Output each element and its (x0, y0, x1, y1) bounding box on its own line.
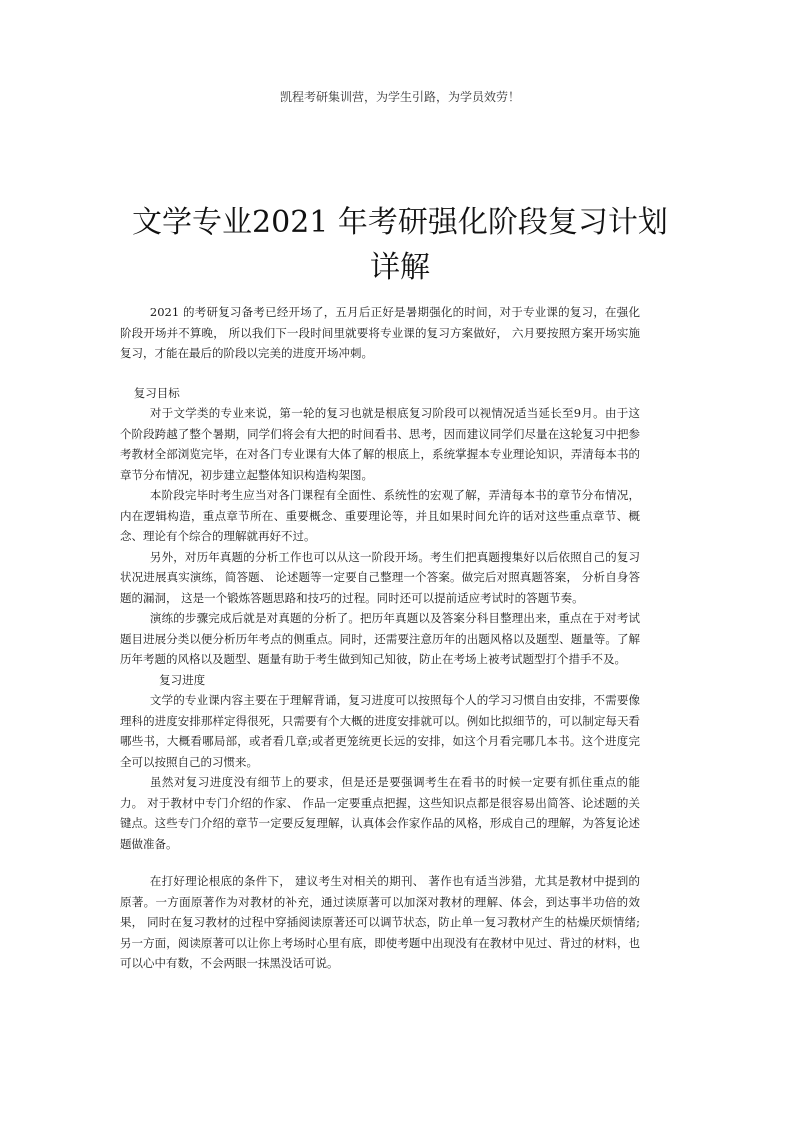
section-heading-progress: 复习进度 (159, 672, 206, 687)
closing-paragraph: 在打好理论根底的条件下， 建议考生对相关的期刊、 著作也有适当涉猎，尤其是教材中提到的原著。一方面原著作为对教材的补充，通过读原著可以加深对教材的理解、体会，到达事半功倍的效果， 同时在复习教材的过程中穿插阅读原著还可以调节状态，防止单一复习教材产生的枯燥厌烦情绪;另一方面，阅读原著可以让你上考场时心里有底，即使考题中出现没有在教材中见过、背过的材料，也可以心中有数，不会两眼一抹黑没话可说。 (120, 874, 640, 970)
page-header-tagline: 凯程考研集训营，为学生引路，为学员效劳！ (279, 90, 520, 104)
document-body (120, 302, 640, 974)
body-paragraph: 另外，对历年真题的分析工作也可以从这一阶段开场。考生们把真题搜集好以后依照自己的复习状况进展真实演练，简答题、 论述题等一定要自己整理一个答案。做完后对照真题答案， 分析自身答题的漏洞， 这是一个锻炼答题思路和技巧的过程。同时还可以提前适应考试时的答题节奏。 (120, 549, 640, 605)
body-paragraph: 文学的专业课内容主要在于理解背诵，复习进度可以按照每个人的学习习惯自由安排，不需要像理科的进度安排那样定得很死，只需要有个大概的进度安排就可以。例如比拟细节的，可以制定每天看哪些书，大概看哪局部，或者看几章;或者更笼统更长远的安排，如这个月看完哪几本书。这个进度完全可以按照自己的习惯来。 (120, 693, 640, 769)
intro-paragraph: 2021 的考研复习备考已经开场了，五月后正好是暑期强化的时间，对于专业课的复习，在强化阶段开场并不算晚， 所以我们下一段时间里就要将专业课的复习方案做好， 六月要按照方案开场实施复习，才能在最后的阶段以完美的进度开场冲刺。 (120, 305, 640, 360)
body-paragraph: 虽然对复习进度没有细节上的要求，但是还是要强调考生在看书的时候一定要有抓住重点的能力。 对于教材中专门介绍的作家、 作品一定要重点把握，这些知识点都是很容易出简答、论述题的关键点。这些专门介绍的章节一定要反复理解，认真体会作家作品的风格，形成自己的理解，为答复论述题做准备。 (120, 775, 640, 851)
section-heading-goals: 复习目标 (133, 385, 180, 400)
body-paragraph: 对于文学类的专业来说，第一轮的复习也就是根底复习阶段可以视情况适当延长至9月。由于这个阶段跨越了整个暑期，同学们将会有大把的时间看书、思考，因而建议同学们尽量在这轮复习中把参考教材全部浏览完毕，在对各门专业课有大体了解的根底上，系统掌握本专业理论知识，弄清每本书的章节分布情况，初步建立起整体知识构造构架图。 (120, 406, 640, 482)
document-title: 文学专业2021 年考研强化阶段复习计划详解 (132, 205, 668, 285)
body-paragraph: 演练的步骤完成后就是对真题的分析了。把历年真题以及答案分科目整理出来，重点在于对考试题目进展分类以便分析历年考点的侧重点。同时，还需要注意历年的出题风格以及题型、题量等。了解历年考题的风格以及题型、题量有助于考生做到知己知彼，防止在考场上被考试题型打个措手不及。 (120, 611, 640, 666)
body-paragraph: 本阶段完毕时考生应当对各门课程有全面性、系统性的宏观了解，弄清每本书的章节分布情况，内在逻辑构造，重点章节所在、重要概念、重要理论等，并且如果时间允许的话对这些重点章节、概念、理论有个综合的理解就再好不过。 (120, 488, 640, 543)
